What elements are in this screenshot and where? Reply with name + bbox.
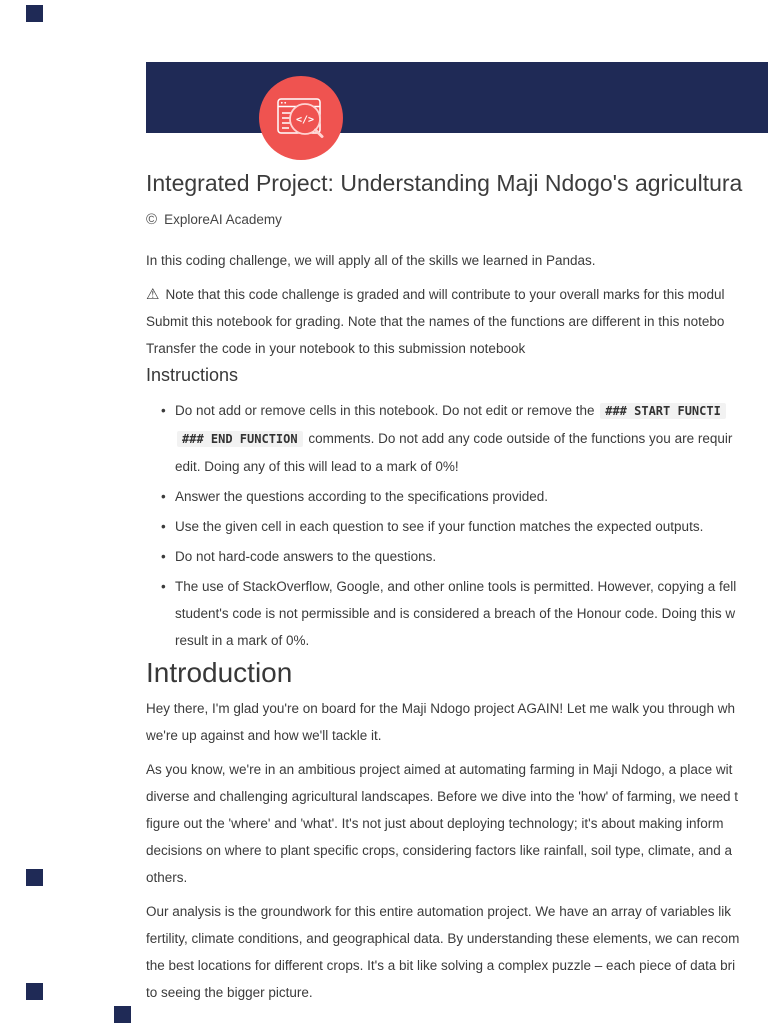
warning-paragraph <box>146 281 768 362</box>
inline-code: ### START FUNCTI <box>600 403 726 419</box>
text-line: Our analysis is the groundwork for this entire automation project. We have an array of variables lik <box>146 904 732 919</box>
page-corner-marker <box>26 869 43 886</box>
text-line: fertility, climate conditions, and geographical data. By understanding these elements, we can recom <box>146 931 740 946</box>
text-line: Submit this notebook for grading. Note that the names of the functions are different in this notebo <box>146 314 725 329</box>
text-line: diverse and challenging agricultural landscapes. Before we dive into the 'how' of farming, we need t <box>146 789 739 804</box>
text-line: edit. Doing any of this will lead to a mark of 0%! <box>175 459 459 474</box>
list-item <box>146 513 768 540</box>
document-title: Integrated Project: Understanding Maji Ndogo's agricultura <box>146 170 743 196</box>
header-banner <box>146 62 768 133</box>
list-item <box>146 397 768 480</box>
text-line <box>175 425 768 453</box>
text-line: result in a mark of 0%. <box>175 633 310 648</box>
paragraph <box>146 695 768 749</box>
list-item <box>146 543 768 570</box>
list-item <box>146 483 768 510</box>
copyright-icon: © <box>146 211 158 228</box>
text-line: Transfer the code in your notebook to this submission notebook <box>146 341 526 356</box>
instructions-heading: Instructions <box>146 365 239 385</box>
text-line: decisions on where to plant specific crops, considering factors like rainfall, soil type, climate, and a <box>146 843 733 858</box>
text-line: the best locations for different crops. It's a bit like solving a complex puzzle – each piece of data bri <box>146 958 736 973</box>
text-line <box>175 397 768 425</box>
paragraph <box>146 756 768 891</box>
text-line: In this coding challenge, we will apply all of the skills we learned in Pandas. <box>146 253 596 268</box>
text-line: • Use the given cell in each question to see if your function matches the expected outputs. <box>175 519 704 534</box>
introduction-heading: Introduction <box>146 657 293 688</box>
publisher-name: ExploreAI Academy <box>164 212 282 227</box>
lead-paragraph <box>146 247 768 274</box>
text-line: we're up against and how we'll tackle it. <box>146 728 382 743</box>
bullet-text: comments. Do not add any code outside of the functions you are requir <box>304 431 733 446</box>
warning-text: Note that this code challenge is graded and will contribute to your overall marks for this modul <box>165 287 725 302</box>
page-corner-marker <box>26 5 43 22</box>
text-line <box>146 281 768 308</box>
text-line: Hey there, I'm glad you're on board for the Maji Ndogo project AGAIN! Let me walk you through wh <box>146 701 735 716</box>
code-glyph: </> <box>295 114 315 126</box>
text-line: others. <box>146 870 188 885</box>
page-corner-marker <box>26 983 43 1000</box>
warning-icon: ⚠ <box>146 286 160 303</box>
paragraph <box>146 898 768 1006</box>
instructions-list <box>146 397 768 654</box>
text-line: figure out the 'where' and 'what'. It's not just about deploying technology; it's about making inform <box>146 816 724 831</box>
text-line: • Do not hard-code answers to the questions. <box>175 549 437 564</box>
text-line: student's code is not permissible and is considered a breach of the Honour code. Doing this w <box>175 606 736 621</box>
text-line: • The use of StackOverflow, Google, and other online tools is permitted. However, copying a fell <box>175 579 737 594</box>
text-line: As you know, we're in an ambitious project aimed at automating farming in Maji Ndogo, a place wit <box>146 762 733 777</box>
publisher-byline <box>146 211 768 229</box>
text-line: • Answer the questions according to the specifications provided. <box>175 489 548 504</box>
bullet-text: Do not add or remove cells in this notebook. Do not edit or remove the <box>175 403 599 418</box>
text-line: to seeing the bigger picture. <box>146 985 313 1000</box>
list-item <box>146 573 768 654</box>
code-search-icon <box>258 75 344 161</box>
page-corner-marker <box>114 1006 131 1023</box>
inline-code: ### END FUNCTION <box>177 431 303 447</box>
